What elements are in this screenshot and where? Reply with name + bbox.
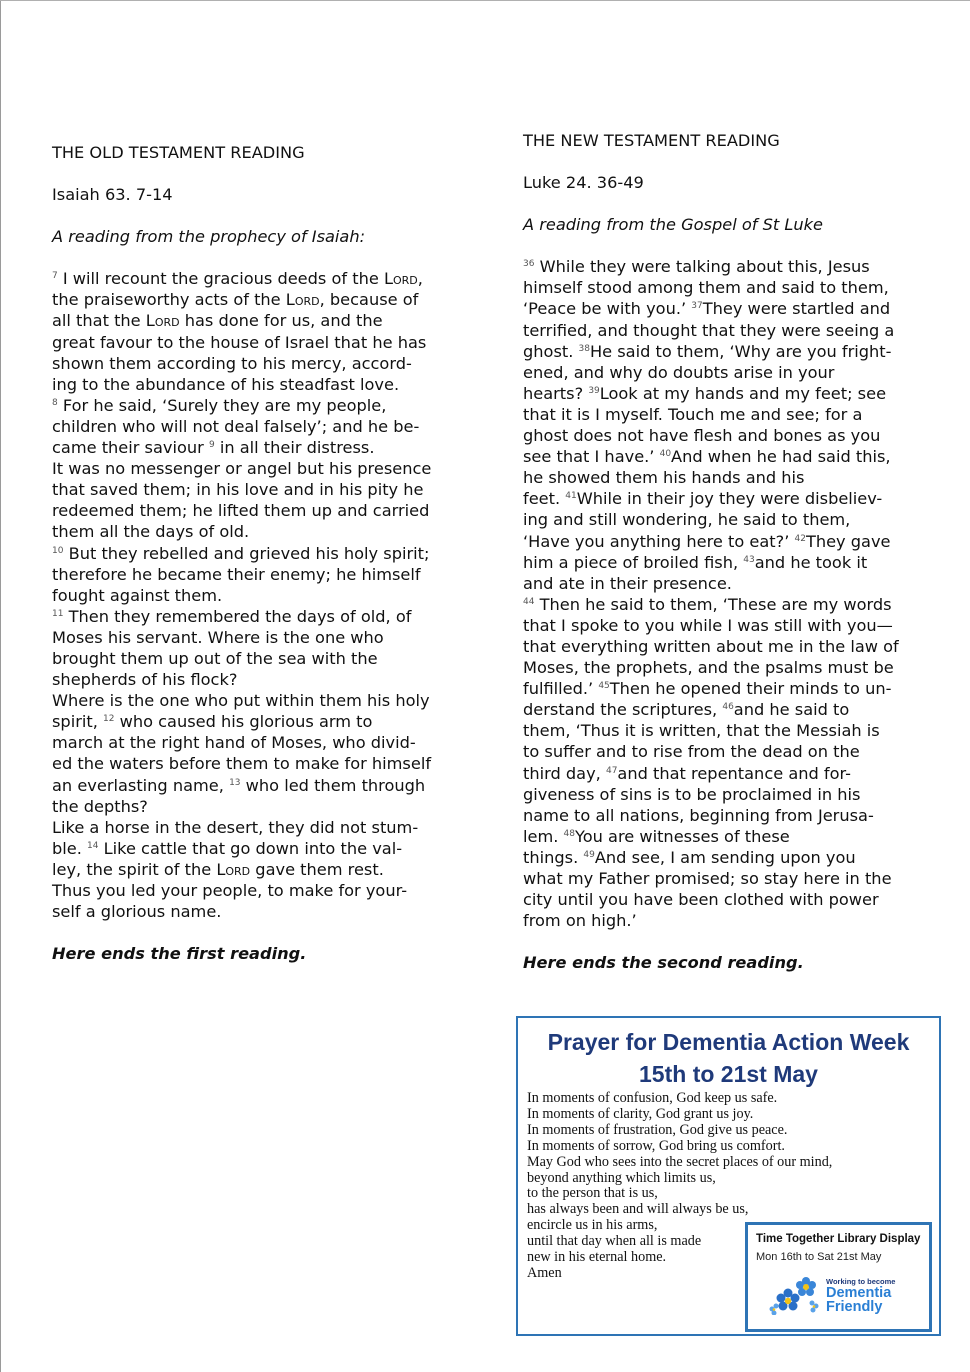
logo-line-friendly: Friendly xyxy=(826,1299,883,1315)
prayer-line: Amen xyxy=(527,1264,562,1281)
prayer-line: has always been and will always be us, xyxy=(527,1201,749,1218)
new-testament-column xyxy=(523,130,933,973)
new-testament-passage-part2: $^{44}$ Then he said to them, ‘These are my words that I spoke to you while I was still with you— that everything written about me in the law of Moses, the prophets, and the psalms must be fulfilled.’ $^{45}$Then he opened their minds to un- derstand the scriptures, $^{46}$and he said to them, ‘Thus it is written, that the Messiah is to suffer and to rise from the dead on the third day, $^{47}$and that repentance and for- giveness of sins is to be proclaimed in his name to all nations, beginning from Jerusa- lem. $^{48}$You are witnesses of these things. $^{49}$And see, I am sending upon you what my Father promised; so stay here in the city until you have been clothed with power from on high.’ xyxy=(523,594,899,931)
prayer-line: to the person that is us, xyxy=(527,1185,658,1202)
prayer-line: In moments of frustration, God give us peace. xyxy=(527,1121,788,1138)
prayer-line: In moments of confusion, God keep us safe. xyxy=(527,1090,778,1106)
prayer-title xyxy=(518,1026,939,1090)
new-testament-intro: A reading from the Gospel of St Luke xyxy=(523,215,823,235)
old-testament-passage: $^7$ I will recount the gracious deeds of the Lord, the praiseworthy acts of the Lord, because of all that the Lord has done for us, and the great favour to the house of Israel that he has shown them according to his mercy, accord- ing to the abundance of his steadfast love. $^8$ For he said, ‘Surely they are my people, children who will not deal falsely’; and he be- came their saviour $^9$ in all their distress. It was no messenger or angel but his presence that saved them; in his love and in his pity he redeemed them; he lifted them up and carried them all the days of old. $^{10}$ But they rebelled and grieved his holy spirit; therefore he became their enemy; he himself fought against them. $^{11}$ Then they remembered the days of old, of Moses his servant. Where is the one who brought them up out of the sea with the shepherds of his flock? Where is the one who put within them his holy spirit, $^{12}$ who caused his glorious arm to march at the right hand of Moses, who divid- ed the waters before them to make for himself an everlasting name, $^{13}$ who led them through the depths? Like a horse in the desert, they did not stum- ble. $^{14}$ Like cattle that go down into the val- ley, the spirit of the Lord gave them rest. Thus you led your people, to make for your- self a glorious name. xyxy=(52,269,432,922)
new-testament-passage-part1: $^{36}$ While they were talking about this, Jesus himself stood among them and said to them, ‘Peace be with you.’ $^{37}$They were startled and terrified, and thought that they were seeing a ghost. $^{38}$He said to them, ‘Why are you fright- ened, and why do doubts arise in your hearts? $^{39}$Look at my hands and my feet; see that it is I myself. Touch me and see; for a ghost does not have flesh and bones as you see that I have.’ $^{40}$And when he had said this, he showed them his hands and his feet. $^{41}$While in their joy they were disbeliev- ing and still wondering, he said to them, ‘Have you anything here to eat?’ $^{42}$They gave him a piece of broiled fish, $^{43}$and he took it and ate in their presence. xyxy=(523,257,895,593)
library-display-box xyxy=(745,1222,932,1332)
new-testament-heading: THE NEW TESTAMENT READING xyxy=(523,131,780,150)
page-left-edge xyxy=(0,0,1,1372)
prayer-line: In moments of clarity, God grant us joy. xyxy=(527,1105,754,1122)
prayer-line: In moments of sorrow, God bring us comfort. xyxy=(527,1137,785,1154)
page-top-edge xyxy=(0,0,970,1)
old-testament-heading: THE OLD TESTAMENT READING xyxy=(52,143,305,162)
library-display-dates: Mon 16th to Sat 21st May xyxy=(756,1251,882,1263)
prayer-line: encircle us in his arms, xyxy=(527,1217,658,1234)
old-testament-reference: Isaiah 63. 7-14 xyxy=(52,185,173,205)
new-testament-reference: Luke 24. 36-49 xyxy=(523,173,644,193)
prayer-line: beyond anything which limits us, xyxy=(527,1169,716,1186)
logo-line-dementia: Dementia xyxy=(826,1285,892,1301)
old-testament-intro: A reading from the prophecy of Isaiah: xyxy=(52,227,366,247)
prayer-line: May God who sees into the secret places of our mind, xyxy=(527,1153,833,1170)
library-display-title: Time Together Library Display xyxy=(756,1233,921,1245)
prayer-line: new in his eternal home. xyxy=(527,1249,667,1266)
new-testament-ending: Here ends the second reading. xyxy=(523,953,804,973)
logo-tagline: Working to become xyxy=(826,1277,896,1286)
forget-me-not-flowers-icon xyxy=(768,1273,828,1315)
prayer-title-line2: 15th to 21st May xyxy=(639,1061,818,1087)
old-testament-ending: Here ends the first reading. xyxy=(52,944,307,964)
dementia-friendly-logo-text xyxy=(826,1286,891,1314)
prayer-title-line1: Prayer for Dementia Action Week xyxy=(547,1029,910,1055)
old-testament-column xyxy=(52,142,467,964)
prayer-line: until that day when all is made xyxy=(527,1233,702,1250)
